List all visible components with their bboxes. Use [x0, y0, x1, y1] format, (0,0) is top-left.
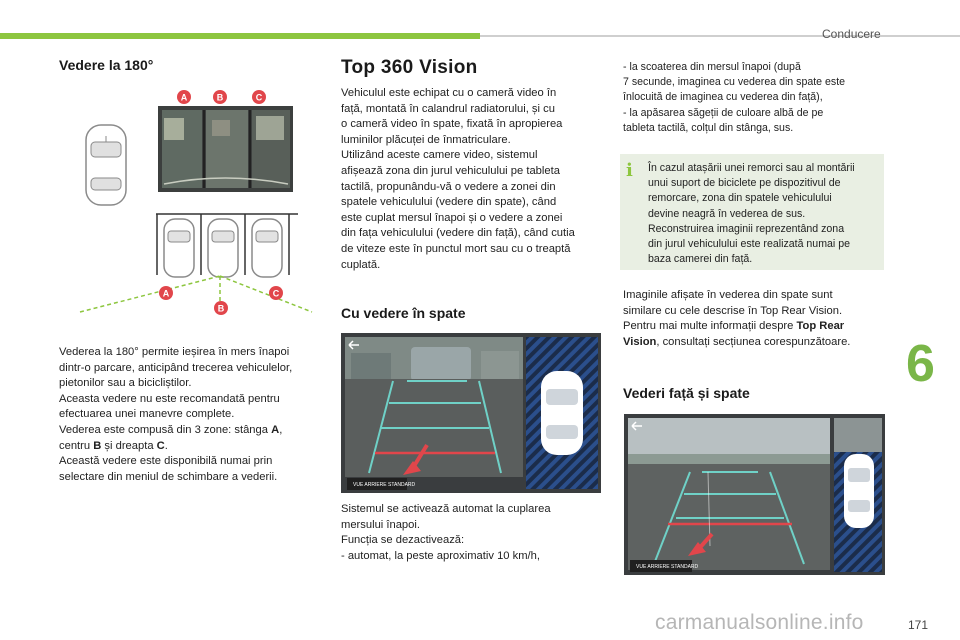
- text-line: cuplată.: [341, 258, 381, 271]
- marker-c-bottom: [269, 286, 283, 300]
- text-line: [59, 439, 292, 455]
- parking-spaces: [156, 214, 298, 277]
- marker-b-bottom: [214, 301, 228, 315]
- paragraph-rear-activation: [341, 502, 551, 564]
- text-line: [623, 335, 850, 351]
- text-line: - la scoaterea din mersul înapoi (după: [623, 61, 801, 73]
- text-line: - la apăsarea săgeții de culoare albă de pe: [623, 106, 824, 119]
- text-segment: Pentru mai multe informații despre: [623, 320, 797, 333]
- marker-a-bottom: [159, 286, 173, 300]
- text-line: remorcare, zona din spatele vehiculului: [648, 192, 832, 205]
- text-line: Vehiculul este echipat cu o cameră video în: [341, 87, 557, 99]
- text-line: înlocuită de imaginea cu vederea din față),: [623, 91, 823, 104]
- svg-text:A: A: [180, 92, 188, 103]
- paragraph-180-view: [59, 345, 292, 485]
- svg-text:B: B: [217, 303, 225, 314]
- text-line: din jurul vehiculului este realizată numai pe: [648, 238, 850, 251]
- text-line: spatele vehiculului (vedere din spate), când: [341, 196, 557, 209]
- text-segment: , consultați secțiunea corespunzătoare.: [656, 335, 851, 348]
- text-line: din fața vehiculului (vedere din față), când cutia: [341, 227, 575, 240]
- front-rear-view-screen: [624, 414, 885, 575]
- text-line: [59, 454, 292, 470]
- text-line: unui suport de biciclete pe dispozitivul de: [648, 177, 841, 190]
- header-rule: [480, 35, 960, 37]
- info-icon: i: [626, 160, 633, 181]
- text-segment: B: [93, 439, 102, 452]
- vehicle-top-view: [86, 125, 126, 205]
- diagram-180-view: [60, 80, 315, 320]
- text-segment: Vederea este compusă din 3 zone: stânga: [59, 423, 272, 436]
- section-title: Conducere: [822, 27, 881, 41]
- page-number: 171: [908, 618, 929, 632]
- watermark: carmanualsonline.info: [655, 611, 864, 634]
- text-line: [59, 392, 292, 408]
- text-segment: centru: [59, 439, 94, 452]
- text-line: Utilizând aceste camere video, sistemul: [341, 149, 538, 162]
- text-line: Sistemul se activează automat la cuplarea: [341, 503, 551, 515]
- text-segment: .: [164, 439, 168, 452]
- subtitle-front-rear-views: Vederi față și spate: [623, 385, 750, 401]
- svg-text:C: C: [272, 288, 280, 299]
- text-line: de viteze este în punctul mort sau cu o treaptă: [341, 242, 571, 255]
- text-line: este cuplat mersul înapoi și o vedere a zonei: [341, 211, 563, 224]
- text-line: Reconstruirea imaginii reprezentând zona: [648, 222, 845, 235]
- top-view-panel: [526, 337, 598, 489]
- deactivation-list: [623, 60, 845, 136]
- text-segment: Vederea la 180° permite ieșirea în mers înapoi: [59, 346, 290, 358]
- text-line: [59, 423, 292, 439]
- text-line: luminilor plăcuței de înmatriculare.: [341, 133, 511, 146]
- text-line: baza camerei din față.: [648, 253, 753, 266]
- top-view-panel-2: [834, 418, 882, 572]
- text-line: [59, 470, 292, 486]
- text-line: 7 secunde, imaginea cu vederea din spate este: [623, 76, 846, 89]
- text-line: tableta tactilă, colțul din stânga, sus.: [623, 121, 794, 134]
- text-line: devine neagră în vederea de sus.: [648, 207, 806, 220]
- text-line: [623, 319, 850, 335]
- text-segment: ,: [279, 423, 283, 436]
- marker-b-top: [213, 90, 227, 104]
- subtitle-rear-view: Cu vedere în spate: [341, 305, 466, 321]
- rear-view-screen: [341, 333, 601, 493]
- camera-image-180: [158, 106, 293, 192]
- text-line: [59, 407, 292, 423]
- text-line: Funcția se dezactivează:: [341, 534, 465, 547]
- marker-c-top: [252, 90, 266, 104]
- title-180-view: Vedere la 180°: [59, 57, 154, 73]
- text-line: [59, 361, 292, 377]
- svg-text:C: C: [255, 92, 263, 103]
- chapter-number: 6: [906, 335, 935, 393]
- text-line: față, montată în calandrul radiatorului, și cu: [341, 102, 555, 115]
- text-segment: C: [156, 439, 165, 452]
- text-line: mersului înapoi.: [341, 518, 420, 531]
- front-screen-label: VUE ARRIERE STANDARD: [636, 564, 699, 570]
- svg-text:A: A: [162, 288, 170, 299]
- text-line: [59, 376, 292, 392]
- text-segment: dintr-o parcare, anticipând trecerea vehiculelor,: [59, 361, 293, 374]
- info-box-text: [648, 161, 855, 267]
- text-segment: Vision: [623, 335, 657, 348]
- text-segment: și dreapta: [101, 439, 157, 452]
- text-segment: similare cu cele descrise în Top Rear Vision.: [623, 304, 843, 317]
- paragraph-top-360-intro: [341, 86, 575, 273]
- text-segment: Imaginile afișate în vederea din spate sunt: [623, 289, 833, 301]
- text-segment: Top Rear: [796, 320, 845, 333]
- text-line: - automat, la peste aproximativ 10 km/h,: [341, 549, 540, 562]
- text-line: În cazul atașării unei remorci sau al montării: [648, 162, 855, 174]
- rear-screen-label: VUE ARRIERE STANDARD: [353, 482, 416, 488]
- text-segment: selectare din meniul de schimbare a vederii.: [59, 470, 278, 483]
- paragraph-rear-images: [623, 288, 850, 350]
- text-line: afișează zona din jurul vehiculului pe tableta: [341, 164, 560, 177]
- text-segment: A: [271, 423, 280, 436]
- text-line: o cameră video în spate, fixată în apropierea: [341, 118, 563, 131]
- text-line: [59, 345, 292, 361]
- text-segment: pietonilor sau a bicicliștilor.: [59, 377, 192, 390]
- text-line: tactilă, propunându-vă o vedere a zonei din: [341, 180, 556, 193]
- title-top-360-vision: Top 360 Vision: [341, 57, 478, 78]
- text-segment: efectuarea unei manevre complete.: [59, 408, 235, 421]
- text-line: [623, 288, 850, 304]
- marker-a-top: [177, 90, 191, 104]
- svg-text:B: B: [216, 92, 224, 103]
- text-line: [623, 304, 850, 320]
- text-segment: Aceasta vedere nu este recomandată pentru: [59, 392, 280, 405]
- header-accent-bar: [0, 33, 480, 39]
- text-segment: Această vedere este disponibilă numai prin: [59, 455, 273, 468]
